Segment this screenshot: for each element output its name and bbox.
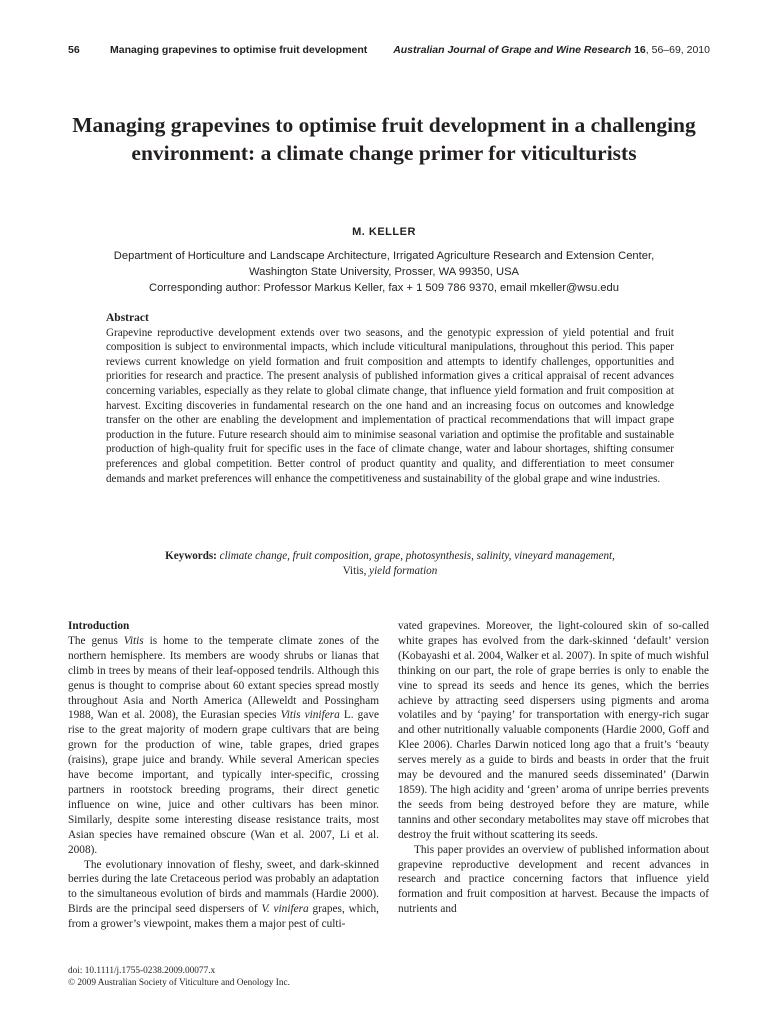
- abstract-text: Grapevine reproductive development extends over two seasons, and the genotypic expression of yield potential and fruit composition is subject to environmental impacts, which include viticultural manipulations, throughout this period. This paper reviews current knowledge on yield formation and fruit composition and attempts to identify challenges, opportunities and priorities for research and practice. The present analysis of published information gives a critical appraisal of recent advances concerning variables, especially as they relate to global climate change, that influence yield formation and fruit composition at harvest. Exciting discoveries in fundamental research on the one hand and an increasing focus on outcomes and knowledge transfer on the other are enabling the development and implementation of practical recommendations that will impact grape production in the future. Future research should aim to minimise seasonal variation and optimise the profitable and sustainable production of high-quality fruit for specific uses in the face of climate change, water and labour shortages, shifting consumer preferences and global competition. Better control of product quantity and quality, and differentiation to meet consumer demands and market preferences will enhance the competitiveness and sustainability of the global grape and wine industries.: [106, 326, 674, 485]
- affiliation-line-2: Washington State University, Prosser, WA 99350, USA: [248, 266, 520, 278]
- paragraph: This paper provides an overview of published information about grapevine reproductive development and recent advances in research and practice concerning factors that influence yield formation and fruit composition at harvest. Because the impacts of nutrients and: [398, 843, 709, 916]
- journal-citation: [393, 44, 710, 56]
- doi: doi: 10.1111/j.1755-0238.2009.00077.x: [68, 966, 216, 976]
- running-header: [68, 44, 710, 60]
- keywords-list: climate change, fruit composition, grape, photosynthesis, salinity, vineyard management,: [219, 550, 615, 562]
- paragraph: vated grapevines. Moreover, the light-coloured skin of so-called white grapes has evolved from the dark-skinned ‘default’ version (Kobayashi et al. 2004, Walker et al. 2007). In spite of much wishful thinking on our part, the role of grape berries is only to enable the vine to spread its seeds and hence its genes, which the berries achieve by attracting seed dispersers using pigments and aroma volatiles and by ‘paying’ for transportation with energy-rich sugar and other nutritionally valuable components (Hardie 2000, Goff and Klee 2006). Charles Darwin noticed long ago that a fruit’s ‘beauty serves merely as a guide to birds and beasts in order that the fruit may be devoured and the manured seeds disseminated’ (Darwin 1859). The high acidity and ‘green’ aroma of unripe berries prevents the seeds from being destroyed before they are mature, while tannins and other secondary metabolites may stave off microbes that destroy the fruit without scattering its seeds.: [398, 620, 709, 841]
- footer: [68, 965, 290, 989]
- abstract-heading: Abstract: [106, 312, 149, 324]
- keywords-vitis: Vitis,: [342, 565, 367, 577]
- affiliation-block: [60, 248, 708, 296]
- left-column: [68, 619, 379, 932]
- paragraph: The evolutionary innovation of fleshy, sweet, and dark-skinned berries during the late Cretaceous period was probably an adaptation to the simultaneous evolution of birds and mammals (Hardie 2000). Birds are the principal seed dispersers of V. vinifera grapes, which, from a grower’s viewpoint, makes them a major pest of culti-: [68, 858, 380, 931]
- journal-volume: 16: [634, 44, 646, 56]
- keywords: [106, 549, 674, 579]
- journal-name: Australian Journal of Grape and Wine Research: [393, 44, 632, 56]
- section-heading: Introduction: [68, 620, 130, 632]
- keywords-label: Keywords:: [165, 550, 217, 562]
- copyright: © 2009 Australian Society of Viticulture and Oenology Inc.: [68, 978, 290, 988]
- corresponding-author: Corresponding author: Professor Markus Keller, fax + 1 509 786 9370, email mkeller@wsu.edu: [149, 282, 619, 294]
- article-title: Managing grapevines to optimise fruit development in a challenging environment: a climate change primer for viticulturists: [72, 113, 696, 165]
- abstract: [106, 311, 674, 486]
- keywords-last: yield formation: [369, 565, 438, 577]
- right-column: [398, 619, 709, 917]
- author: M. KELLER: [352, 226, 416, 238]
- journal-pages-year: , 56–69, 2010: [645, 44, 710, 56]
- affiliation-line-1: Department of Horticulture and Landscape Architecture, Irrigated Agriculture Research and Extension Center,: [113, 250, 655, 262]
- paragraph: The genus Vitis is home to the temperate climate zones of the northern hemisphere. Its members are woody shrubs or lianas that climb in trees by means of their leaf-opposed tendrils. Although this genus is thought to comprise about 60 extant species spread mostly throughout Asia and North America (Alleweldt and Possingham 1988, Wan et al. 2008), the Eurasian species Vitis vinifera L. gave rise to the great majority of modern grape cultivars that are being grown for the production of wine, table grapes, dried grapes (raisins), grape juice and brandy. While several American species have become important, and typically inter-specific, crossing partners in rootstock breeding programs, their direct genetic influence on wine, juice and other cultivars has been minor. Similarly, despite some interesting disease resistance traits, most Asian species have remained obscure (Wan et al. 2007, Li et al. 2008).: [68, 634, 380, 856]
- running-title: Managing grapevines to optimise fruit development: [110, 44, 368, 56]
- page-number: 56: [68, 44, 80, 56]
